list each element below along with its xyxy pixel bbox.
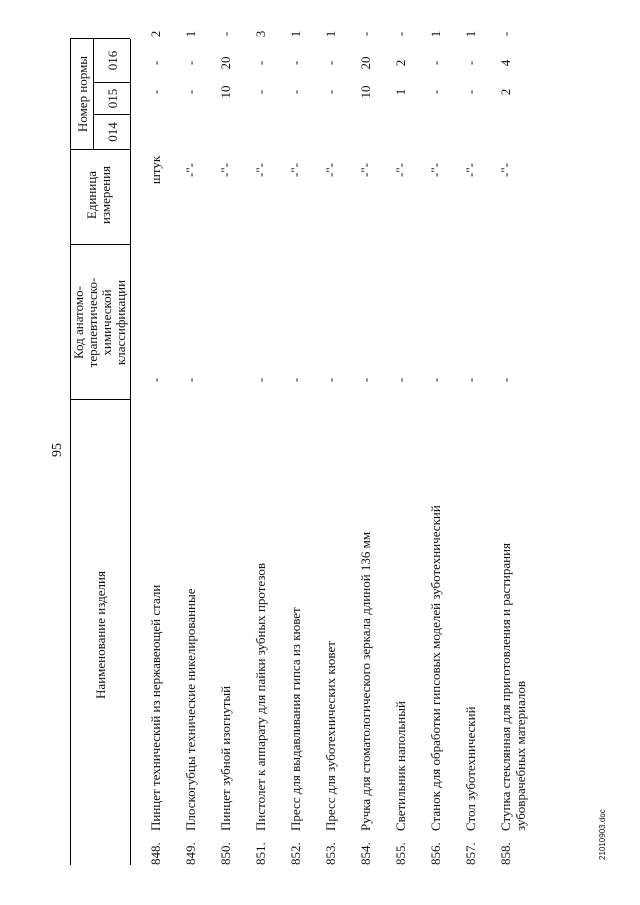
col-divider-atx-unit [70, 244, 130, 245]
atx-code: - [428, 377, 443, 383]
atx-code: - [358, 377, 373, 383]
norm-015: - [148, 60, 163, 66]
norm-014: - [428, 89, 443, 95]
atx-code: - [498, 377, 513, 383]
norm-015: 4 [498, 59, 513, 67]
unit: -"- [218, 163, 233, 177]
norm-015: 20 [218, 56, 233, 70]
item-name: Пистолет к аппарату для пайки зубных протезов [253, 562, 268, 831]
row-number: 852. [288, 842, 303, 865]
item-name: Плоскогубцы технические никелированные [183, 588, 198, 831]
atx-code: - [253, 377, 268, 383]
atx-code: - [323, 377, 338, 383]
row-number: 856. [428, 842, 443, 865]
unit: -"- [463, 163, 478, 177]
unit: -"- [358, 163, 373, 177]
norm-016: - [358, 31, 373, 37]
norm-015: 20 [358, 56, 373, 70]
norm-014: - [183, 89, 198, 95]
atx-code: - [288, 377, 303, 383]
item-name: Ручка для стоматологического зеркала длиной 136 мм [358, 531, 373, 831]
row-number: 849. [183, 842, 198, 865]
norm-016: 1 [323, 30, 338, 38]
norm-015: - [428, 60, 443, 66]
norm-014: - [148, 89, 163, 95]
norm-group-rule [93, 39, 94, 150]
item-name: Пресс для зуботехнических кювет [323, 641, 338, 831]
header-unit: Единица измерения [84, 165, 113, 225]
norm-016: 1 [428, 30, 443, 38]
row-number: 851. [253, 842, 268, 865]
unit: -"- [498, 163, 513, 177]
norm-014: 10 [358, 85, 373, 99]
norm-015: - [288, 60, 303, 66]
norm-014: - [323, 89, 338, 95]
table-top-rule [70, 39, 71, 865]
header-atx: Код анатомо-терапевтическо-химической классификации [71, 277, 128, 368]
norm-016: - [498, 31, 513, 37]
atx-code: - [148, 377, 163, 383]
norm-014: - [288, 89, 303, 95]
document-footer: 21010903.doc [598, 809, 607, 860]
item-name: Ступка стеклянная для приготовления и растирания зубоврачебных материалов [498, 542, 528, 831]
item-name: Пинцет технический из нержавеющей стали [148, 584, 163, 831]
norm-016: 2 [148, 30, 163, 38]
item-name: Стол зуботехнический [463, 706, 478, 831]
norm-015: - [183, 60, 198, 66]
header-015: 015 [105, 88, 120, 109]
header-bottom-rule [130, 39, 131, 865]
atx-code: - [463, 377, 478, 383]
unit: штук [148, 155, 163, 185]
norm-015: - [253, 60, 268, 66]
item-name: Светильник напольный [393, 701, 408, 831]
norm-014: 10 [218, 85, 233, 99]
row-number: 848. [148, 842, 163, 865]
row-number: 857. [463, 842, 478, 865]
row-number: 853. [323, 842, 338, 865]
norm-014: 2 [498, 88, 513, 96]
row-number: 854. [358, 842, 373, 865]
item-name: Станок для обработки гипсовых моделей зуботехнический [428, 505, 443, 831]
unit: -"- [288, 163, 303, 177]
norm-016: - [218, 31, 233, 37]
header-name: Наименование изделия [93, 571, 108, 699]
norm-016: 3 [253, 30, 268, 38]
unit: -"- [323, 163, 338, 177]
col-divider-name-atx [70, 399, 130, 400]
atx-code: - [183, 377, 198, 383]
item-name: Пинцет зубной изогнутый [218, 685, 233, 831]
norm-015: 2 [393, 59, 408, 67]
unit: -"- [393, 163, 408, 177]
norm-016: 1 [463, 30, 478, 38]
unit: -"- [428, 163, 443, 177]
norm-016: - [393, 31, 408, 37]
item-name: Пресс для выдавливания гипса из кювет [288, 607, 303, 831]
page-number: 95 [50, 443, 65, 457]
row-number: 850. [218, 842, 233, 865]
norm-016: 1 [183, 30, 198, 38]
norm-015: - [463, 60, 478, 66]
norm-015: - [323, 60, 338, 66]
row-number: 855. [393, 842, 408, 865]
header-016: 016 [105, 50, 120, 71]
unit: -"- [253, 163, 268, 177]
header-norm-group: Номер нормы [75, 55, 90, 133]
norm-014: - [463, 89, 478, 95]
norm-014: 1 [393, 88, 408, 96]
norm-014: - [253, 89, 268, 95]
atx-code: - [393, 377, 408, 383]
header-014: 014 [105, 122, 120, 142]
norm-016: 1 [288, 30, 303, 38]
unit: -"- [183, 163, 198, 177]
col-divider-unit-norm [70, 149, 130, 150]
row-number: 858. [498, 842, 513, 865]
